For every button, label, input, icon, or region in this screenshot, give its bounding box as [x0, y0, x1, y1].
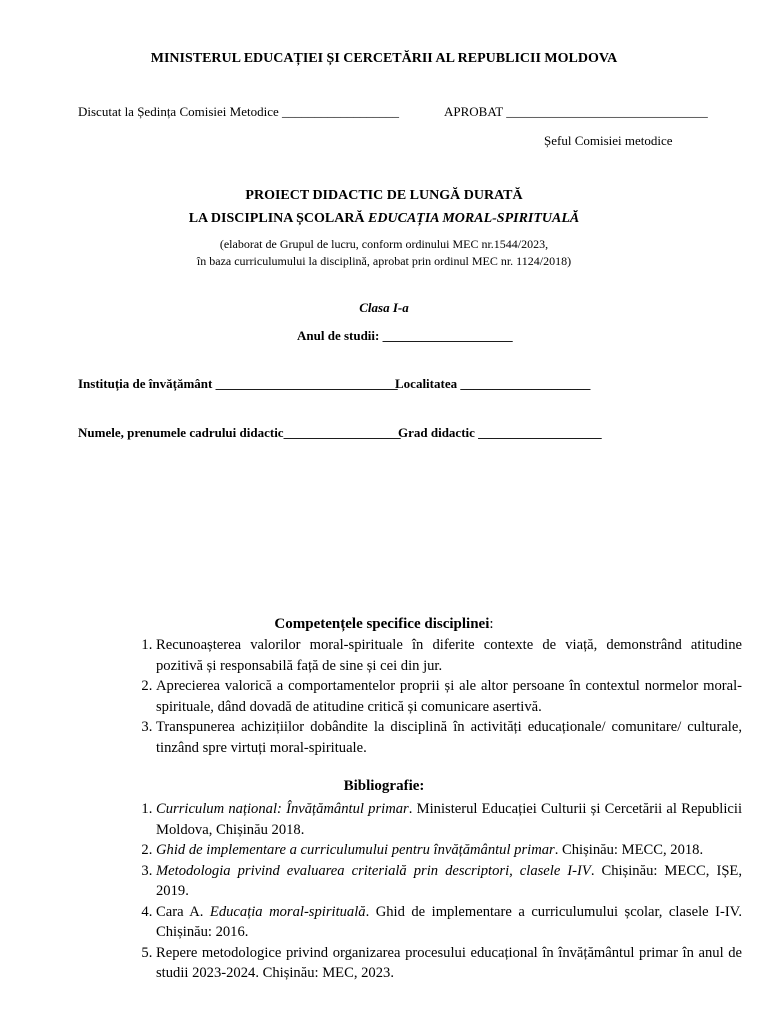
approved-line: APROBAT _______________________________ [444, 104, 708, 119]
list-item: 1. Recunoașterea valorilor moral-spirituale în diferite contexte de viață, demonstrând atitudine pozitivă și responsabilă față de sine și cei din jur. [156, 635, 742, 676]
ministry-title: MINISTERUL EDUCAȚIEI ȘI CERCETĂRII AL REPUBLICII MOLDOVA [150, 51, 618, 66]
competences-list [128, 635, 742, 758]
class-label: Clasa I-a [359, 300, 409, 315]
bib-post: . Ministerul Educației Culturii și Cercetării al Republicii Moldova, Chișinău 2018. [156, 801, 743, 838]
bib-title: Ghid de implementare a curriculumului pentru învățământul primar [156, 842, 555, 858]
list-item [156, 861, 742, 902]
project-title: PROIECT DIDACTIC DE LUNGĂ DURATĂ [245, 188, 523, 203]
bib-title: Curriculum național: Învățământul primar [156, 801, 409, 817]
list-item [156, 840, 742, 861]
study-year-field: Anul de studii: ____________________ [297, 328, 513, 343]
bib-title: Metodologia privind evaluarea criterială prin descriptori, clasele I-IV [156, 862, 591, 879]
bib-post: . Ghid de implementare a curriculumului școlar, clasele I-IV. Chișinău: 2016. [156, 903, 742, 940]
institution-field: Instituția de învățământ ____________________________ [78, 376, 398, 391]
bib-pre: Repere metodologice privind organizarea procesului educațional în învățământul primar în anul de studii 2023-2024. Chișinău: MEC, 2023. [156, 944, 742, 981]
list-item: 2. Aprecierea valorică a comportamentelor proprii și ale altor persoane în contextul normelor moral-spirituale, dând dovadă de atitudine critică și comunicare asertivă. [156, 676, 742, 717]
bibliography-list [128, 799, 742, 984]
elaboration-note-1: (elaborat de Grupul de lucru, conform ordinului MEC nr.1544/2023, [219, 237, 549, 251]
discipline-title [0, 211, 768, 227]
bib-title: Educația moral-spirituală [209, 903, 366, 920]
elaboration-note-2: în baza curriculumului la disciplină, aprobat prin ordinul MEC nr. 1124/2018) [196, 254, 572, 268]
competences-heading-colon: : [489, 616, 494, 632]
discussed-line: Discutat la Ședința Comisiei Metodice __________________ [78, 104, 399, 119]
bib-pre: Cara A. [156, 903, 210, 920]
didactic-grade-field: Grad didactic ___________________ [398, 425, 602, 440]
list-item [156, 943, 742, 984]
competences-heading-text: Competențele specifice disciplinei [274, 616, 490, 632]
list-item [156, 799, 742, 840]
teacher-name-field: Numele, prenumele cadrului didactic__________________ [78, 425, 401, 440]
discipline-title-prefix: LA DISCIPLINA ȘCOLARĂ [188, 211, 369, 226]
bibliography-heading: Bibliografie: [343, 778, 425, 794]
locality-field: Localitatea ____________________ [395, 376, 591, 391]
competences-heading [0, 616, 768, 633]
list-item: 3. Transpunerea achizițiilor dobândite la disciplină în activități educaționale/ comunitare/ culturale, tinzând spre virtuți moral-spirituale. [156, 717, 742, 758]
bib-post: . Chișinău: MECC, IȘE, 2019. [156, 862, 742, 899]
bib-post: . Chișinău: MECC, 2018. [554, 842, 704, 858]
list-item [156, 902, 742, 943]
discipline-subject: EDUCAȚIA MORAL-SPIRITUALĂ [368, 211, 580, 226]
head-of-commission: Șeful Comisiei metodice [544, 133, 673, 148]
